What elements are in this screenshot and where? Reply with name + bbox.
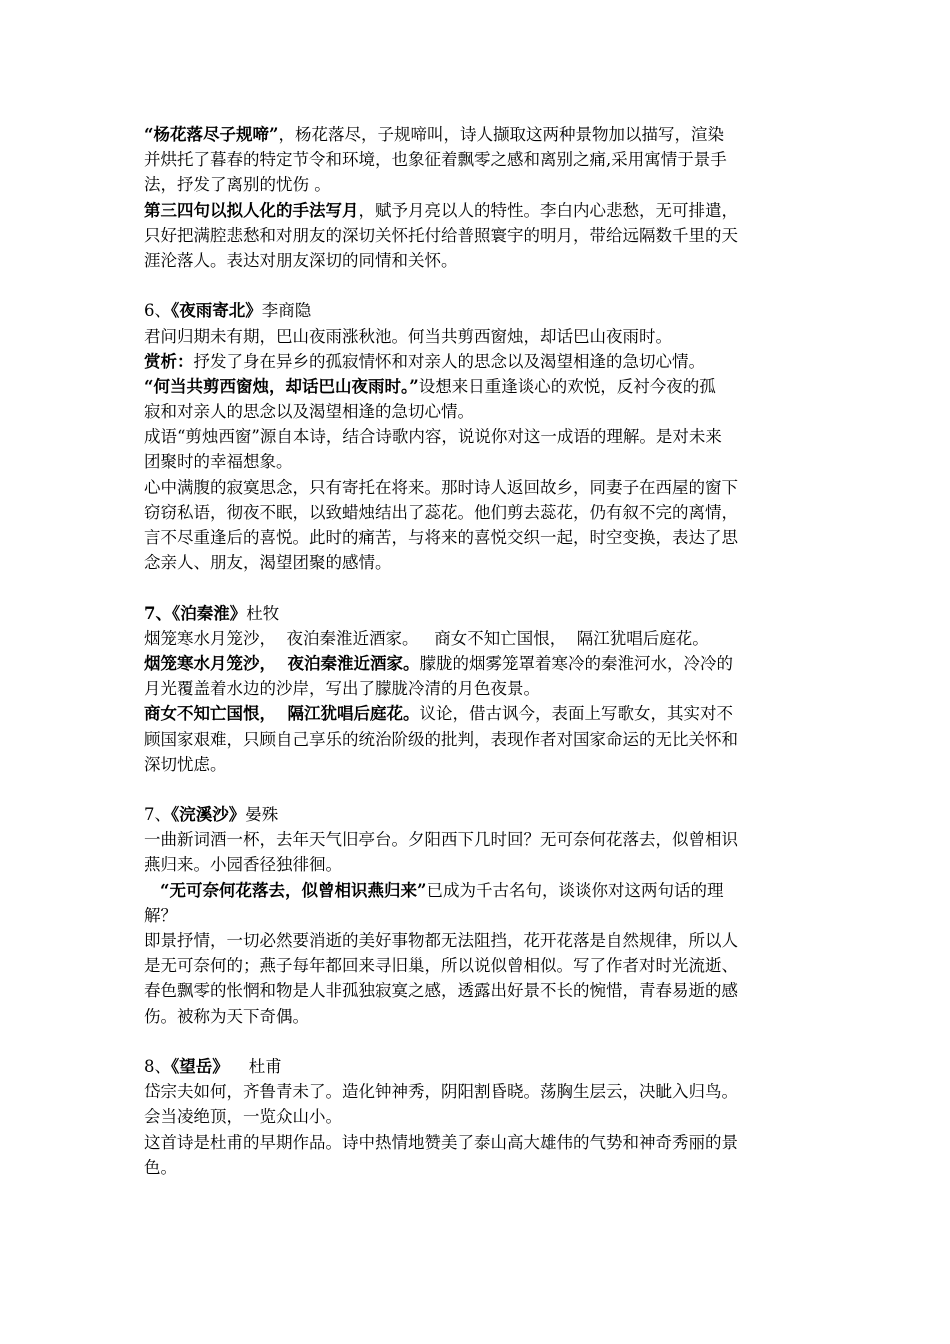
text: 已成为千古名句，谈谈你对这两句话的理 (426, 880, 724, 900)
poem-title: 7、《泊秦淮》 (144, 603, 247, 623)
paragraph-line: 这首诗是杜甫的早期作品。诗中热情地赞美了泰山高大雄伟的气势和神奇秀丽的景 (144, 1132, 738, 1152)
poem-text: 烟笼寒水月笼沙， 夜泊秦淮近酒家。 商女不知亡国恨， 隔江犹唱后庭花。 (144, 628, 709, 648)
paragraph-line: 心中满腹的寂寞思念，只有寄托在将来。那时诗人返回故乡，同妻子在西屋的窗下 (144, 477, 738, 497)
paragraph-line (144, 122, 806, 147)
paragraph-line: 窃窃私语，彻夜不眠，以致蜡烛结出了蕊花。他们剪去蕊花，仍有叙不完的离情， (144, 502, 738, 522)
paragraph-line (144, 198, 806, 223)
text: 议论，借古讽今，表面上写歌女，其实对不 (419, 704, 733, 724)
paragraph-line: 只好把满腔悲愁和对朋友的深切关怀托付给普照寰宇的明月，带给远隔数千里的天 (144, 225, 738, 245)
paragraph-line: 月光覆盖着水边的沙岸，写出了朦胧冷清的月色夜景。 (144, 679, 540, 699)
spacer (144, 575, 806, 600)
section-number: 8、 (144, 1056, 171, 1076)
text: 抒发了身在异乡的孤寂情怀和对亲人的思念以及渴望相逢的急切心情。 (193, 351, 705, 371)
quote-bold: “何当共剪西窗烛，却话巴山夜雨时。” (144, 376, 419, 396)
poem-text: 会当凌绝顶，一览众山小。 (144, 1107, 342, 1127)
poem-text: 君问归期未有期，巴山夜雨涨秋池。何当共剪西窗烛，却话巴山夜雨时。 (144, 326, 672, 346)
paragraph-line: 是无可奈何的；燕子每年都回来寻旧巢，所以说似曾相似。写了作者对时光流逝、 (144, 956, 738, 976)
paragraph-line: 春色飘零的怅惘和物是人非孤独寂寞之感，透露出好景不长的惋惜，青春易逝的感 (144, 981, 738, 1001)
section-heading (144, 298, 806, 323)
paragraph-line: 涯沦落人。表达对朋友深切的同情和关怀。 (144, 250, 458, 270)
quote-bold: 烟笼寒水月笼沙， 夜泊秦淮近酒家。 (144, 653, 420, 673)
section-heading (144, 1054, 806, 1079)
section-number: 7、 (144, 805, 171, 825)
paragraph-line: 法，抒发了离别的忧伤 。 (144, 175, 331, 195)
paragraph-line: 深切忧虑。 (144, 754, 227, 774)
spacer (144, 273, 806, 298)
analysis-label: 赏析： (144, 351, 194, 371)
analysis-line (144, 349, 806, 374)
section-heading (144, 802, 806, 827)
poem-author: 杜甫 (248, 1056, 282, 1076)
paragraph-line: 团聚时的幸福想象。 (144, 452, 293, 472)
paragraph-line: 并烘托了暮春的特定节令和环境，也象征着飘零之感和离别之痛,采用寓情于景手 (144, 150, 727, 170)
poem-author: 杜牧 (246, 603, 280, 623)
document-page (144, 122, 806, 1180)
paragraph-line (144, 878, 806, 903)
paragraph-line: 念亲人、朋友，渴望团聚的感情。 (144, 553, 392, 573)
quote-bold: 商女不知亡国恨， 隔江犹唱后庭花。 (144, 704, 420, 724)
poem-title: 《浣溪沙》 (171, 805, 246, 825)
poem-text: 一曲新词酒一杯，去年天气旧亭台。夕阳西下几时回？无可奈何花落去，似曾相识 (144, 830, 738, 850)
paragraph-line (144, 651, 806, 676)
poem-author: 李商隐 (261, 301, 312, 321)
poem-text: 燕归来。小园香径独徘徊。 (144, 855, 342, 875)
paragraph-line: 成语“剪烛西窗”源自本诗，结合诗歌内容，说说你对这一成语的理解。是对未来 (144, 427, 722, 447)
text: 朦胧的烟雾笼罩着寒冷的秦淮河水，冷冷的 (419, 653, 733, 673)
quote-bold: “无可奈何花落去，似曾相识燕归来” (160, 880, 427, 900)
text: ，赋予月亮以人的特性。李白内心悲愁，无可排遣， (358, 200, 738, 220)
poem-title: 《望岳》 (171, 1056, 229, 1076)
paragraph-line: 即景抒情，一切必然要消逝的美好事物都无法阻挡，花开花落是自然规律，所以人 (144, 931, 738, 950)
paragraph-line: 解？ (144, 905, 177, 925)
poem-author: 晏殊 (245, 805, 279, 825)
quote-bold: “杨花落尽子规啼” (144, 125, 279, 144)
spacer (144, 777, 806, 802)
section-heading (144, 601, 806, 626)
text: 设想来日重逢谈心的欢悦，反衬今夜的孤 (418, 376, 716, 396)
paragraph-line (144, 374, 806, 399)
poem-title: 《夜雨寄北》 (171, 301, 262, 321)
spacer (144, 1029, 806, 1054)
paragraph-line: 色。 (144, 1157, 177, 1177)
text: ，杨花落尽，子规啼叫，诗人撷取这两种景物加以描写，渲染 (278, 125, 724, 144)
paragraph-line: 寂和对亲人的思念以及渴望相逢的急切心情。 (144, 402, 474, 422)
paragraph-line: 顾国家艰难，只顾自己享乐的统治阶级的批判，表现作者对国家命运的无比关怀和 (144, 729, 738, 749)
paragraph-line: 言不尽重逢后的喜悦。此时的痛苦，与将来的喜悦交织一起，时空变换，表达了思 (144, 528, 738, 547)
paragraph-line: 伤。被称为天下奇偶。 (144, 1006, 309, 1026)
heading-bold: 第三四句以拟人化的手法写月 (144, 200, 359, 220)
section-number: 6、 (144, 301, 171, 321)
paragraph-line (144, 701, 806, 726)
poem-text: 岱宗夫如何，齐鲁青未了。造化钟神秀，阴阳割昏晓。荡胸生层云，决眦入归鸟。 (144, 1082, 738, 1102)
